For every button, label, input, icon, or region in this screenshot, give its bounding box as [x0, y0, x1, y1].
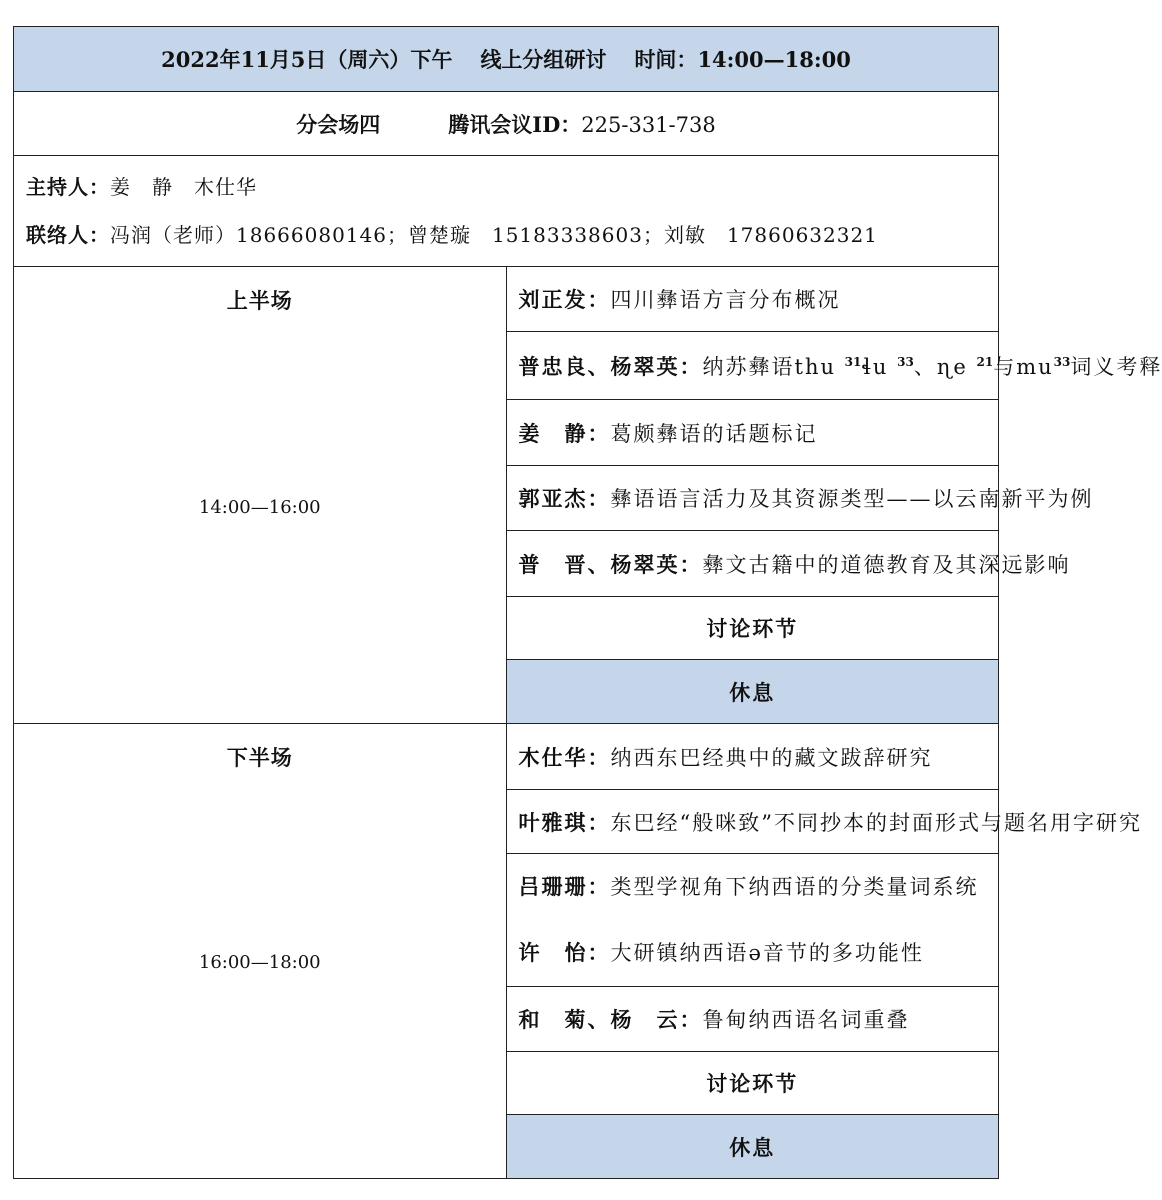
talk-title: 大研镇纳西语ə音节的多功能性	[610, 941, 924, 965]
contact-label: 联络人：	[26, 223, 110, 247]
talk-speaker: 许 怡：	[518, 940, 611, 965]
info-row	[14, 156, 999, 267]
talk-title	[703, 355, 1162, 379]
tone-mark: 33	[1053, 354, 1071, 369]
tone-mark: 21	[976, 354, 994, 369]
meeting-id-label: 腾讯会议ID：	[448, 111, 582, 137]
talk-row	[506, 531, 1071, 597]
talk-title: 类型学视角下纳西语的分类量词系统	[610, 875, 979, 899]
title-part: 与mu	[993, 354, 1054, 379]
session-name: 上半场	[226, 288, 293, 313]
session-time: 14:00—16:00	[198, 497, 321, 518]
discussion-row: 讨论环节	[506, 1052, 999, 1115]
venue-row	[14, 92, 999, 156]
talk-title: 彝语语言活力及其资源类型——以云南新平为例	[610, 487, 1094, 511]
talk-row	[506, 724, 999, 790]
talk-speaker: 姜 静：	[518, 420, 611, 446]
session-name: 下半场	[226, 745, 293, 770]
title-part: 纳苏彝语thu	[702, 354, 845, 379]
session-first-half	[14, 267, 507, 724]
header-time: 14:00—18:00	[697, 47, 851, 72]
talk-row	[506, 987, 999, 1052]
break-row: 休息	[506, 1115, 999, 1179]
discussion-row: 讨论环节	[506, 597, 999, 660]
tone-mark: 33	[897, 354, 914, 369]
talk-speaker: 木仕华：	[518, 744, 611, 770]
talk-title: 葛颇彝语的话题标记	[610, 421, 818, 446]
talk-row	[519, 854, 999, 920]
talk-speaker: 普忠良、杨翠英：	[518, 353, 703, 379]
talk-row	[506, 790, 1142, 854]
session-time: 16:00—18:00	[198, 952, 321, 973]
talk-row	[506, 466, 1094, 531]
talk-title: 鲁甸纳西语名词重叠	[702, 1008, 910, 1032]
talk-speaker: 叶雅琪：	[518, 809, 611, 835]
schedule-table	[13, 26, 1162, 1179]
talk-pair-row	[506, 854, 999, 987]
host-names: 姜 静 木仕华	[110, 175, 257, 199]
talk-row	[506, 400, 999, 466]
meeting-id: 225-331-738	[581, 112, 716, 137]
header-time-label: 时间：	[634, 47, 698, 72]
talk-speaker: 和 菊、杨 云：	[518, 1007, 703, 1032]
break-row: 休息	[506, 660, 999, 724]
title-part: ɬu	[861, 354, 898, 379]
talk-speaker: 普 晋、杨翠英：	[518, 551, 703, 577]
header-date: 2022年11月5日（周六）下午	[161, 47, 453, 72]
talk-row	[506, 332, 1162, 400]
talk-speaker: 刘正发：	[518, 287, 611, 312]
talk-title: 东巴经“般咪致”不同抄本的封面形式与题名用字研究	[610, 810, 1142, 835]
venue-name: 分会场四	[296, 111, 381, 137]
header-event: 线上分组研讨	[480, 47, 607, 72]
tone-mark: 31	[844, 354, 862, 369]
session-second-half	[14, 724, 507, 1179]
host-label: 主持人：	[26, 175, 110, 199]
talk-title: 纳西东巴经典中的藏文跋辞研究	[610, 745, 933, 770]
talk-row	[519, 920, 999, 986]
contact-line	[26, 211, 998, 259]
host-line	[26, 163, 998, 211]
talk-title: 四川彝语方言分布概况	[610, 288, 841, 312]
talk-row	[506, 267, 999, 332]
title-part: 词义考释	[1070, 354, 1162, 379]
title-part: 、ɳe	[913, 354, 977, 379]
talk-speaker: 郭亚杰：	[518, 486, 611, 511]
talk-speaker: 吕珊珊：	[518, 874, 611, 899]
schedule-header	[14, 27, 999, 92]
talk-title: 彝文古籍中的道德教育及其深远影响	[702, 552, 1071, 577]
contact-names: 冯润（老师）18666080146；曾楚璇 15183338603；刘敏 17860632321	[110, 223, 878, 247]
